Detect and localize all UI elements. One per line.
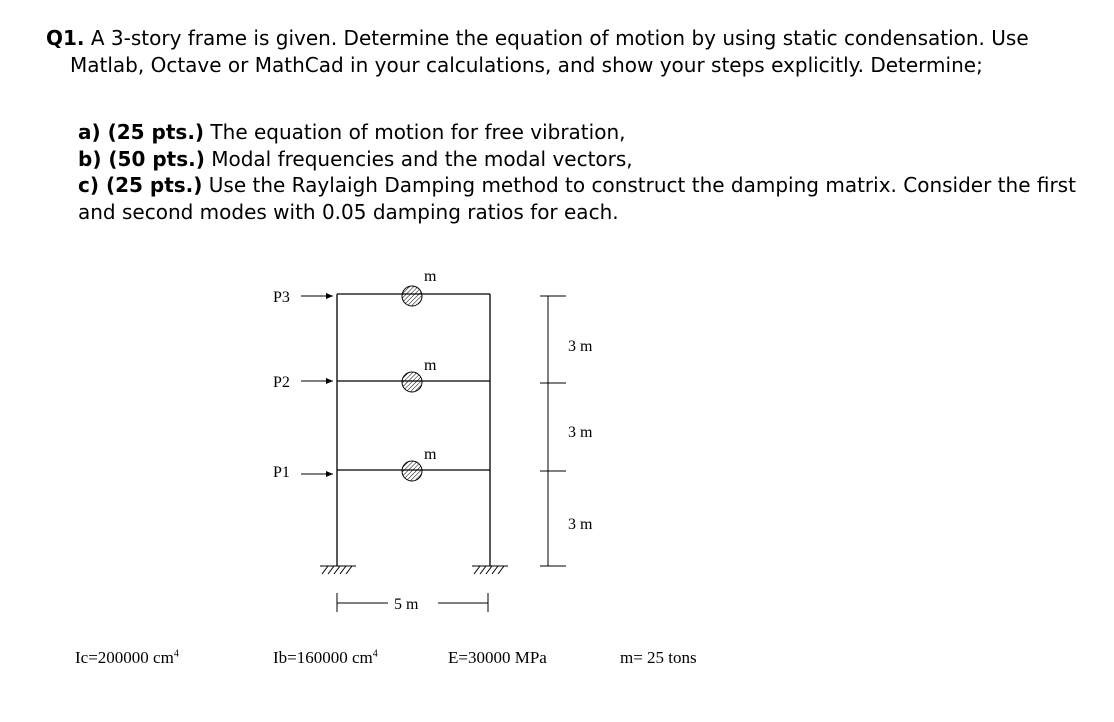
mass-3	[402, 268, 437, 306]
load-p2	[273, 374, 333, 391]
question-number: Q1.	[46, 26, 85, 50]
question-parts	[78, 119, 1078, 225]
question-line-2: Matlab, Octave or MathCad in your calculations, and show your steps explicitly. Determine;	[70, 53, 983, 77]
part-a: a) (25 pts.) The equation of motion for free vibration,	[78, 120, 626, 144]
load-p3	[273, 289, 333, 306]
height-dimension	[540, 296, 566, 566]
part-c: c) (25 pts.) Use the Raylaigh Damping method to construct the damping matrix. Consider the first and second modes with 0.05 damping ratios for each.	[78, 173, 1076, 224]
svg-text:m: m	[424, 446, 437, 463]
svg-text:m: m	[424, 268, 437, 285]
mass-value: m= 25 tons	[620, 648, 697, 667]
support-right	[472, 566, 508, 574]
load-p1	[273, 464, 333, 481]
part-b: b) (50 pts.) Modal frequencies and the modal vectors,	[78, 146, 633, 171]
question-line-1: A 3-story frame is given. Determine the equation of motion by using static condensation. Use	[90, 26, 1029, 50]
elastic-modulus: E=30000 MPa	[448, 648, 547, 667]
mass-1	[402, 446, 437, 481]
svg-text:P1: P1	[273, 464, 290, 481]
story-height-3: 3 m	[568, 338, 593, 355]
column-inertia: I‌c=200000 $cm^4$	[75, 648, 179, 667]
beam-inertia: Ib=160000 $cm^4$	[273, 648, 378, 667]
svg-text:m: m	[424, 357, 437, 374]
span-dimension	[337, 593, 488, 612]
story-height-1: 3 m	[568, 516, 593, 533]
svg-text:P3: P3	[273, 289, 290, 306]
svg-text:P2: P2	[273, 374, 290, 391]
span-label: 5 m	[394, 596, 419, 613]
story-height-2: 3 m	[568, 424, 593, 441]
question-text	[46, 25, 1086, 79]
mass-2	[402, 357, 437, 392]
support-left	[320, 566, 356, 574]
